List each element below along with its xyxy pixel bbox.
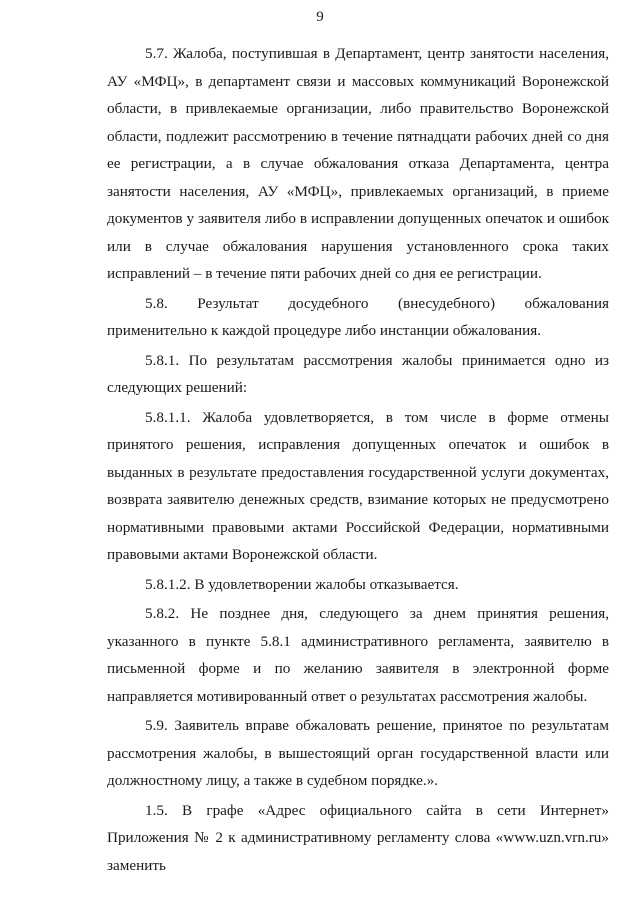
page-number: 9	[316, 9, 324, 25]
paragraph-5-8-1-1: 5.8.1.1. Жалоба удовлетворяется, в том числе в форме отмены принятого решения, исправления допущенных опечаток и ошибок в выданных в результате предоставления государственной услуги документах, возврата заявителю денежных средств, взимание которых не предусмотрено нормативными правовыми актами Российской Федерации, нормативными правовыми актами Воронежской области.	[107, 408, 609, 563]
paragraph-5-8-1: 5.8.1. По результатам рассмотрения жалобы принимается одно из следующих решений:	[107, 351, 609, 396]
paragraph-5-7: 5.7. Жалоба, поступившая в Департамент, центр занятости населения, АУ «МФЦ», в департамент связи и массовых коммуникаций Воронежской области, в привлекаемые организации, либо правительство Воронежской области, подлежит рассмотрению в течение пятнадцати рабочих дней со дня ее регистрации, а в случае обжалования отказа Департамента, центра занятости населения, АУ «МФЦ», привлекаемых организаций, в приеме документов у заявителя либо в исправлении допущенных опечаток и ошибок или в случае обжалования нарушения установленного срока таких исправлений – в течение пяти рабочих дней со дня ее регистрации.	[107, 45, 609, 282]
paragraph-1-5: 1.5. В графе «Адрес официального сайта в сети Интернет» Приложения № 2 к административному регламенту слова «www.uzn.vrn.ru» заменить	[107, 801, 609, 874]
paragraph-5-8-2: 5.8.2. Не позднее дня, следующего за днем принятия решения, указанного в пункте 5.8.1 административного регламента, заявителю в письменной форме и по желанию заявителя в электронной форме направляется мотивированный ответ о результатах рассмотрения жалобы.	[107, 605, 609, 705]
paragraph-5-8: 5.8. Результат досудебного (внесудебного) обжалования применительно к каждой процедуре либо инстанции обжалования.	[107, 294, 609, 339]
paragraph-5-9: 5.9. Заявитель вправе обжаловать решение, принятое по результатам рассмотрения жалобы, в вышестоящий орган государственной власти или должностному лицу, а также в судебном порядке.».	[107, 717, 609, 789]
document-body	[107, 40, 609, 881]
paragraph-5-8-1-2: 5.8.1.2. В удовлетворении жалобы отказывается.	[145, 575, 459, 593]
